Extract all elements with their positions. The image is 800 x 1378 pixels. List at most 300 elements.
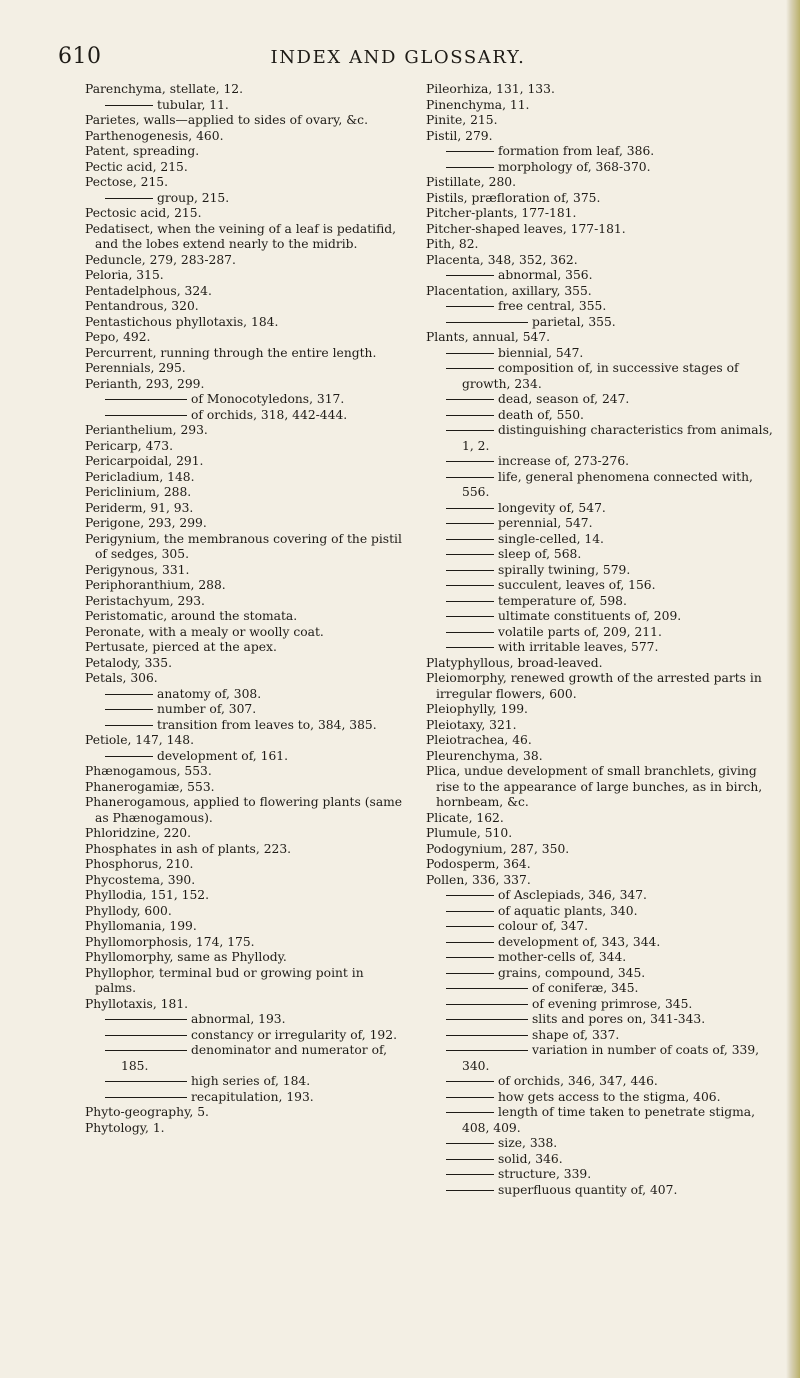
index-entry — [426, 113, 782, 129]
index-entry — [426, 733, 782, 749]
index-entry-text: Parthenogenesis, 460. — [85, 128, 224, 143]
index-entry-text: Pistils, præfloration of, 375. — [426, 190, 601, 205]
index-entry-text: Periphoranthium, 288. — [85, 578, 226, 592]
ditto-dash — [446, 275, 494, 276]
ditto-dash — [446, 942, 494, 943]
index-entry-text: Perigynium, the membranous covering of the pistil of sedges, 305. — [85, 531, 402, 561]
index-entry — [426, 1183, 782, 1199]
index-entry — [426, 299, 782, 315]
index-entry — [426, 609, 782, 625]
index-entry-text: Pericladium, 148. — [85, 469, 195, 484]
index-entry-text: of Asclepiads, 346, 347. — [498, 888, 647, 902]
index-entry — [85, 423, 403, 439]
index-entry — [85, 671, 403, 687]
index-entry-text: Platyphyllous, broad-leaved. — [426, 655, 603, 670]
index-entry — [85, 997, 403, 1013]
index-entry-text: morphology of, 368-370. — [498, 159, 651, 174]
index-entry-text: abnormal, 356. — [498, 268, 593, 282]
index-entry — [426, 392, 782, 408]
index-entry-text: Podogynium, 287, 350. — [426, 841, 570, 856]
index-entry — [85, 1012, 403, 1028]
index-entry-text: spirally twining, 579. — [498, 562, 631, 577]
index-entry-text: Phyto-geography, 5. — [85, 1105, 209, 1119]
index-entry — [85, 454, 403, 470]
index-entry — [85, 718, 403, 734]
ditto-dash — [105, 399, 187, 400]
index-entry-text: perennial, 547. — [498, 516, 593, 530]
index-entry-text: Pinenchyma, 11. — [426, 97, 530, 112]
index-entry-text: how gets access to the stigma, 406. — [498, 1089, 721, 1104]
index-entry-text: constancy or irregularity of, 192. — [191, 1027, 397, 1042]
index-entry-text: Phyllophor, terminal bud or growing point in palms. — [85, 965, 364, 995]
ditto-dash — [105, 1097, 187, 1098]
index-entry-text: Plumule, 510. — [426, 826, 513, 840]
index-entry-text: Petalody, 335. — [85, 655, 172, 670]
index-entry — [426, 206, 782, 222]
ditto-dash — [446, 1143, 494, 1144]
index-entry-text: increase of, 273-276. — [498, 454, 630, 468]
index-entry — [426, 1090, 782, 1106]
index-entry-text: Podosperm, 364. — [426, 857, 531, 871]
index-entry-text: group, 215. — [157, 190, 230, 205]
index-entry — [85, 485, 403, 501]
index-entry — [426, 935, 782, 951]
index-entry — [85, 408, 403, 424]
index-entry-text: Pectic acid, 215. — [85, 159, 188, 174]
index-entry — [426, 532, 782, 548]
index-entry-text: sleep of, 568. — [498, 547, 582, 561]
index-entry-text: anatomy of, 308. — [157, 686, 262, 701]
index-entry-text: Plants, annual, 547. — [426, 330, 551, 344]
index-entry-text: Pectosic acid, 215. — [85, 206, 202, 220]
index-entry-text: Pollen, 336, 337. — [426, 872, 531, 887]
index-entry-text: of orchids, 318, 442-444. — [191, 407, 348, 422]
index-entry-text: Parenchyma, stellate, 12. — [85, 82, 244, 96]
index-entry — [85, 764, 403, 780]
index-entry — [426, 268, 782, 284]
index-entry — [426, 578, 782, 594]
index-entry-text: Petiole, 147, 148. — [85, 733, 194, 747]
index-entry-text: Pentandrous, 320. — [85, 299, 199, 313]
index-entry — [85, 687, 403, 703]
index-entry-text: Pith, 82. — [426, 237, 479, 251]
page-number: 610 — [58, 44, 102, 69]
index-entry — [85, 888, 403, 904]
index-entry — [85, 609, 403, 625]
ditto-dash — [446, 616, 494, 617]
index-entry — [426, 423, 782, 454]
ditto-dash — [446, 167, 494, 168]
index-entry-text: solid, 346. — [498, 1151, 563, 1166]
index-entry-text: Phytology, 1. — [85, 1120, 165, 1135]
index-entry — [426, 191, 782, 207]
index-entry — [426, 237, 782, 253]
index-entry-text: structure, 339. — [498, 1167, 592, 1181]
index-entry — [426, 1167, 782, 1183]
index-entry — [426, 408, 782, 424]
ditto-dash — [446, 1004, 528, 1005]
ditto-dash — [105, 709, 153, 710]
index-entry — [426, 330, 782, 346]
index-entry-text: of Monocotyledons, 317. — [191, 392, 345, 406]
index-entry — [426, 1152, 782, 1168]
index-entry-text: Peristachyum, 293. — [85, 593, 205, 608]
index-entry-text: colour of, 347. — [498, 919, 589, 933]
index-entry — [85, 563, 403, 579]
index-entry-text: abnormal, 193. — [191, 1012, 286, 1026]
index-entry-text: Pericarpoidal, 291. — [85, 454, 204, 468]
running-head: INDEX AND GLOSSARY. — [270, 47, 526, 68]
ditto-dash — [105, 415, 187, 416]
index-entry-text: composition of, in successive stages of growth, 234. — [462, 361, 739, 391]
index-entry-text: Peloria, 315. — [85, 268, 164, 282]
index-entry-text: Pedatisect, when the veining of a leaf is pedatifid, and the lobes extend nearly to the midrib. — [85, 221, 397, 251]
index-entry-text: development of, 343, 344. — [498, 934, 661, 949]
index-entry-text: Phænogamous, 553. — [85, 764, 212, 778]
index-entry-text: superfluous quantity of, 407. — [498, 1182, 678, 1197]
ditto-dash — [446, 368, 494, 369]
index-entry-text: succulent, leaves of, 156. — [498, 578, 656, 592]
index-entry — [85, 578, 403, 594]
index-entry-text: dead, season of, 247. — [498, 392, 630, 406]
index-entry-text: Perianth, 293, 299. — [85, 376, 205, 391]
index-entry — [426, 919, 782, 935]
index-entry — [426, 702, 782, 718]
index-entry-text: Plicate, 162. — [426, 810, 504, 825]
index-entry-text: Perigone, 293, 299. — [85, 516, 207, 530]
index-entry — [85, 857, 403, 873]
index-entry — [426, 501, 782, 517]
index-entry — [426, 315, 782, 331]
index-entry-text: number of, 307. — [157, 702, 257, 716]
index-entry — [85, 129, 403, 145]
ditto-dash — [105, 198, 153, 199]
index-entry — [426, 516, 782, 532]
index-entry — [426, 1028, 782, 1044]
index-entry-text: size, 338. — [498, 1136, 558, 1150]
index-entry — [85, 315, 403, 331]
index-entry-text: formation from leaf, 386. — [498, 144, 655, 158]
index-entry-text: slits and pores on, 341-343. — [532, 1012, 706, 1026]
index-entry-text: Parietes, walls—applied to sides of ovary, &c. — [85, 113, 368, 127]
index-entry-text: Phanerogamiæ, 553. — [85, 779, 215, 794]
index-entry — [426, 764, 782, 811]
index-entry — [85, 904, 403, 920]
index-entry — [426, 253, 782, 269]
index-entry-text: Pleurenchyma, 38. — [426, 748, 543, 763]
index-entry — [85, 950, 403, 966]
index-entry-text: Peronate, with a mealy or woolly coat. — [85, 624, 324, 639]
index-entry — [85, 439, 403, 455]
index-entry — [426, 98, 782, 114]
index-entry — [426, 811, 782, 827]
ditto-dash — [446, 430, 494, 431]
index-entry-text: grains, compound, 345. — [498, 965, 646, 980]
index-entry — [85, 826, 403, 842]
index-entry — [426, 950, 782, 966]
index-entry — [85, 733, 403, 749]
ditto-dash — [105, 725, 153, 726]
index-entry — [426, 563, 782, 579]
index-entry-text: of coniferæ, 345. — [532, 981, 639, 995]
index-entry-text: Periderm, 91, 93. — [85, 500, 194, 515]
ditto-dash — [446, 1035, 528, 1036]
ditto-dash — [446, 1112, 494, 1113]
index-entry-text: Perianthelium, 293. — [85, 423, 208, 437]
page-header — [58, 44, 738, 80]
index-entry-text: Patent, spreading. — [85, 144, 200, 158]
index-entry — [426, 981, 782, 997]
ditto-dash — [446, 570, 494, 571]
ditto-dash — [446, 1019, 528, 1020]
index-entry-text: death of, 550. — [498, 407, 584, 422]
index-entry-text: temperature of, 598. — [498, 593, 627, 608]
index-entry — [85, 795, 403, 826]
index-entry — [426, 904, 782, 920]
index-entry-text: transition from leaves to, 384, 385. — [157, 717, 377, 732]
index-entry-text: of orchids, 346, 347, 446. — [498, 1074, 658, 1088]
index-entry-text: Pericarp, 473. — [85, 438, 173, 453]
index-entry — [426, 594, 782, 610]
index-entry — [85, 470, 403, 486]
index-entry — [85, 640, 403, 656]
index-entry-text: Pleiotrachea, 46. — [426, 733, 532, 747]
index-entry-text: length of time taken to penetrate stigma, 408, 409. — [462, 1105, 756, 1135]
index-entry-text: parietal, 355. — [532, 314, 616, 329]
index-entry — [85, 330, 403, 346]
index-entry — [426, 888, 782, 904]
index-entry — [85, 346, 403, 362]
index-entry — [426, 625, 782, 641]
ditto-dash — [446, 322, 528, 323]
index-entry — [85, 253, 403, 269]
index-entry-text: Plica, undue development of small branchlets, giving rise to the appearance of large bunches, as in birch, hornbeam, &c. — [426, 764, 763, 809]
index-entry — [426, 470, 782, 501]
index-entry — [426, 1043, 782, 1074]
index-entry — [426, 826, 782, 842]
index-entry-text: variation in number of coats of, 339, 340. — [462, 1043, 760, 1073]
index-entry-text: Phyllomania, 199. — [85, 919, 197, 933]
index-entry-text: Phanerogamous, applied to flowering plants (same as Phænogamous). — [85, 795, 403, 825]
index-entry — [426, 997, 782, 1013]
index-entry — [426, 671, 782, 702]
index-entry-text: shape of, 337. — [532, 1027, 620, 1042]
ditto-dash — [446, 895, 494, 896]
index-entry — [85, 113, 403, 129]
ditto-dash — [105, 756, 153, 757]
index-entry-text: Peduncle, 279, 283-287. — [85, 252, 236, 267]
ditto-dash — [105, 1035, 187, 1036]
index-entry — [85, 1090, 403, 1106]
index-entry — [85, 98, 403, 114]
index-entry-text: Phyllody, 600. — [85, 903, 172, 918]
ditto-dash — [105, 1019, 187, 1020]
index-entry — [426, 656, 782, 672]
ditto-dash — [105, 1050, 187, 1051]
index-entry-text: Perennials, 295. — [85, 361, 186, 375]
index-entry — [85, 966, 403, 997]
ditto-dash — [446, 647, 494, 648]
index-entry — [426, 144, 782, 160]
index-entry — [426, 346, 782, 362]
index-column-right — [426, 82, 782, 1198]
index-entry-text: Pertusate, pierced at the apex. — [85, 640, 277, 654]
index-entry — [85, 656, 403, 672]
index-entry-text: Placentation, axillary, 355. — [426, 283, 592, 298]
index-entry-text: of evening primrose, 345. — [532, 996, 693, 1011]
index-entry — [85, 377, 403, 393]
index-entry-text: Phyllodia, 151, 152. — [85, 888, 210, 902]
index-entry — [85, 594, 403, 610]
index-entry — [85, 935, 403, 951]
index-entry-text: Pleiomorphy, renewed growth of the arrested parts in irregular flowers, 600. — [426, 671, 762, 701]
index-entry — [85, 1105, 403, 1121]
index-entry-text: with irritable leaves, 577. — [498, 640, 659, 654]
ditto-dash — [446, 585, 494, 586]
index-entry — [85, 1028, 403, 1044]
index-entry-text: Placenta, 348, 352, 362. — [426, 252, 578, 267]
index-entry-text: tubular, 11. — [157, 97, 229, 112]
index-entry-text: longevity of, 547. — [498, 500, 606, 515]
index-entry — [426, 1012, 782, 1028]
index-entry — [426, 857, 782, 873]
index-entry-text: Perigynous, 331. — [85, 562, 190, 577]
index-entry — [85, 780, 403, 796]
index-entry-text: Peristomatic, around the stomata. — [85, 609, 298, 623]
index-entry — [426, 547, 782, 563]
index-entry — [85, 361, 403, 377]
index-entry-text: Periclinium, 288. — [85, 485, 192, 499]
index-entry-text: Phloridzine, 220. — [85, 826, 192, 840]
ditto-dash — [446, 508, 494, 509]
index-entry — [85, 191, 403, 207]
index-entry — [85, 749, 403, 765]
index-entry-text: Phyllotaxis, 181. — [85, 996, 189, 1011]
ditto-dash — [446, 632, 494, 633]
index-entry — [85, 702, 403, 718]
index-entry-text: Pitcher-shaped leaves, 177-181. — [426, 221, 626, 236]
index-entry-text: Pentadelphous, 324. — [85, 283, 212, 298]
ditto-dash — [105, 105, 153, 106]
index-entry-text: denominator and numerator of, 185. — [121, 1043, 388, 1073]
index-entry-text: Phosphorus, 210. — [85, 857, 194, 871]
index-entry-text: Percurrent, running through the entire length. — [85, 345, 377, 360]
ditto-dash — [446, 554, 494, 555]
ditto-dash — [446, 1050, 528, 1051]
index-entry — [85, 222, 403, 253]
index-entry — [85, 392, 403, 408]
ditto-dash — [446, 461, 494, 462]
ditto-dash — [446, 415, 494, 416]
index-entry — [85, 299, 403, 315]
index-entry — [85, 919, 403, 935]
index-entry — [85, 532, 403, 563]
index-entry-text: Pentastichous phyllotaxis, 184. — [85, 314, 279, 329]
page-edge — [786, 0, 800, 1378]
index-entry-text: Pleiophylly, 199. — [426, 702, 528, 716]
ditto-dash — [446, 1190, 494, 1191]
index-column-left — [85, 82, 403, 1136]
ditto-dash — [446, 539, 494, 540]
index-entry — [85, 516, 403, 532]
index-entry — [85, 82, 403, 98]
index-entry-text: Pectose, 215. — [85, 175, 169, 189]
index-entry — [85, 160, 403, 176]
index-entry — [85, 1074, 403, 1090]
index-entry — [426, 222, 782, 238]
index-entry-text: recapitulation, 193. — [191, 1089, 314, 1104]
index-entry — [426, 749, 782, 765]
index-entry-text: Phyllomorphosis, 174, 175. — [85, 934, 255, 949]
index-entry-text: Pitcher-plants, 177-181. — [426, 206, 577, 220]
index-entry — [85, 1121, 403, 1137]
index-entry — [426, 454, 782, 470]
index-entry — [426, 966, 782, 982]
ditto-dash — [446, 1081, 494, 1082]
index-entry-text: Pinite, 215. — [426, 113, 498, 127]
index-entry — [85, 625, 403, 641]
index-entry — [426, 129, 782, 145]
ditto-dash — [105, 694, 153, 695]
index-entry-text: life, general phenomena connected with, 556. — [462, 469, 753, 499]
index-entry — [426, 1136, 782, 1152]
ditto-dash — [446, 911, 494, 912]
ditto-dash — [446, 399, 494, 400]
index-entry — [85, 873, 403, 889]
index-entry — [426, 82, 782, 98]
index-entry — [426, 175, 782, 191]
ditto-dash — [446, 151, 494, 152]
index-entry — [85, 1043, 403, 1074]
index-entry — [85, 501, 403, 517]
index-entry-text: Pistil, 279. — [426, 128, 493, 143]
index-entry — [426, 842, 782, 858]
index-entry — [85, 842, 403, 858]
index-entry — [85, 175, 403, 191]
index-entry-text: high series of, 184. — [191, 1074, 311, 1088]
ditto-dash — [446, 523, 494, 524]
index-entry-text: Phyllomorphy, same as Phyllody. — [85, 950, 287, 964]
ditto-dash — [446, 926, 494, 927]
index-entry-text: Phycostema, 390. — [85, 872, 196, 887]
ditto-dash — [446, 477, 494, 478]
index-entry-text: Pleiotaxy, 321. — [426, 717, 517, 732]
index-entry — [85, 284, 403, 300]
ditto-dash — [446, 1159, 494, 1160]
ditto-dash — [446, 353, 494, 354]
index-entry — [85, 206, 403, 222]
index-entry-text: of aquatic plants, 340. — [498, 903, 638, 918]
ditto-dash — [105, 1081, 187, 1082]
ditto-dash — [446, 306, 494, 307]
index-entry-text: development of, 161. — [157, 748, 289, 763]
index-entry — [426, 1105, 782, 1136]
ditto-dash — [446, 988, 528, 989]
ditto-dash — [446, 973, 494, 974]
index-entry — [426, 284, 782, 300]
index-entry — [426, 873, 782, 889]
index-entry-text: Pistillate, 280. — [426, 175, 517, 189]
ditto-dash — [446, 1097, 494, 1098]
index-entry-text: free central, 355. — [498, 299, 607, 313]
index-entry — [85, 268, 403, 284]
ditto-dash — [446, 1174, 494, 1175]
index-entry-text: Petals, 306. — [85, 671, 158, 685]
index-entry-text: biennial, 547. — [498, 345, 584, 360]
index-entry-text: distinguishing characteristics from animals, 1, 2. — [462, 423, 773, 453]
index-entry — [426, 160, 782, 176]
ditto-dash — [446, 957, 494, 958]
